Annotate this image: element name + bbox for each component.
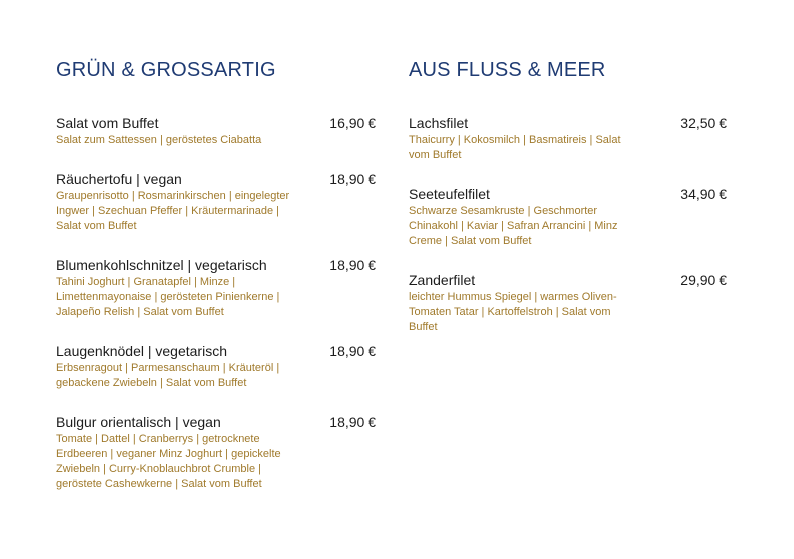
- item-name: Blumenkohlschnitzel | vegetarisch: [56, 257, 267, 273]
- item-price: 34,90 €: [680, 186, 727, 202]
- item-description: Tahini Joghurt | Granatapfel | Minze | Limettenmayonaise | gerösteten Pinienkerne | Jalapeño Relish | Salat vom Buffet: [56, 276, 280, 318]
- item-name: Räuchertofu | vegan: [56, 171, 182, 187]
- item-name: Salat vom Buffet: [56, 115, 159, 131]
- item-name: Bulgur orientalisch | vegan: [56, 414, 221, 430]
- item-description: Graupenrisotto | Rosmarinkirschen | eingelegter Ingwer | Szechuan Pfeffer | Kräutermarinade | Salat vom Buffet: [56, 190, 290, 232]
- item-description: Tomate | Dattel | Cranberrys | getrocknete Erdbeeren | veganer Minz Joghurt | gepickelte Zwiebeln | Curry-Knoblauchbrot Crumble | geröstete Cashewkerne | Salat vom Buffet: [56, 433, 281, 490]
- menu-item: [56, 170, 376, 234]
- menu-item: [56, 413, 376, 492]
- menu-item: [56, 114, 376, 148]
- item-description: Salat zum Sattessen | geröstetes Ciabatta: [56, 134, 262, 146]
- item-description: leichter Hummus Spiegel | warmes Oliven-Tomaten Tatar | Kartoffelstroh | Salat vom Buffet: [409, 291, 617, 333]
- item-description: Schwarze Sesamkruste | Geschmorter Chinakohl | Kaviar | Safran Arrancini | Minz Creme | Salat vom Buffet: [409, 205, 618, 247]
- item-price: 18,90 €: [329, 414, 376, 430]
- item-description: Erbsenragout | Parmesanschaum | Kräuteröl | gebackene Zwiebeln | Salat vom Buffet: [56, 362, 280, 389]
- item-price: 18,90 €: [329, 257, 376, 273]
- item-price: 29,90 €: [680, 272, 727, 288]
- menu-section-gruen-grossartig: [56, 58, 376, 514]
- item-name: Seeteufelfilet: [409, 186, 490, 202]
- item-price: 32,50 €: [680, 115, 727, 131]
- menu-item: [56, 342, 376, 391]
- menu-item: [56, 256, 376, 320]
- item-name: Laugenknödel | vegetarisch: [56, 343, 227, 359]
- item-price: 18,90 €: [329, 171, 376, 187]
- section-title: GRÜN & GROSSARTIG: [56, 59, 276, 81]
- item-name: Lachsfilet: [409, 115, 469, 131]
- item-name: Zanderfilet: [409, 272, 476, 288]
- item-price: 18,90 €: [329, 343, 376, 359]
- menu-item: [409, 185, 727, 249]
- menu-section-aus-fluss-meer: [409, 58, 727, 357]
- item-description: Thaicurry | Kokosmilch | Basmatireis | Salat vom Buffet: [409, 134, 621, 161]
- menu-item: [409, 114, 727, 163]
- item-price: 16,90 €: [329, 115, 376, 131]
- menu-item: [409, 271, 727, 335]
- section-title: AUS FLUSS & MEER: [409, 59, 606, 81]
